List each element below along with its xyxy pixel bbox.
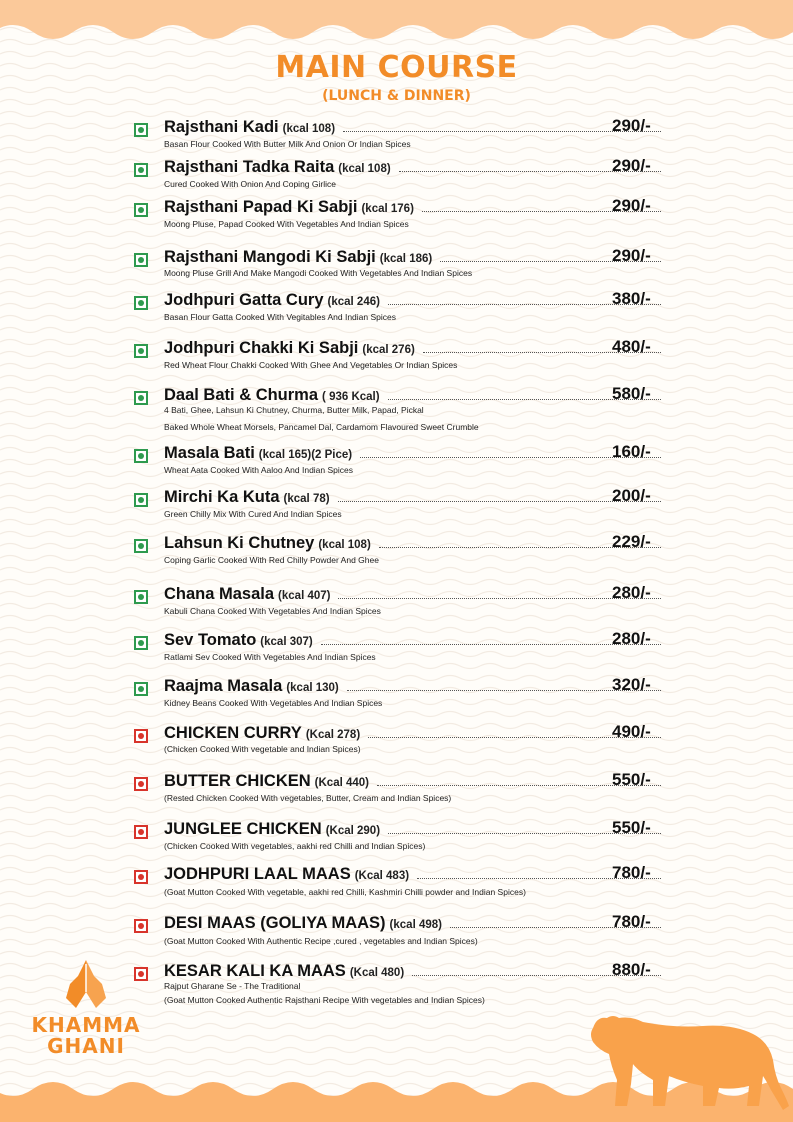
- page-subtitle: (LUNCH & DINNER): [322, 88, 471, 104]
- item-description: (Chicken Cooked With vegetable and Indian Spices): [164, 744, 361, 754]
- item-kcal: (kcal 176): [361, 203, 414, 215]
- item-name: Sev Tomato: [164, 631, 257, 649]
- item-description: (Chicken Cooked With vegetables, aakhi red Chilli and Indian Spices): [164, 841, 426, 851]
- item-name: Mirchi Ka Kuta: [164, 488, 280, 506]
- item-name: Rajsthani Kadi: [164, 118, 279, 136]
- item-kcal: (kcal 108): [282, 123, 336, 135]
- item-name: Masala Bati: [164, 444, 255, 462]
- item-price: 550/-: [612, 770, 651, 789]
- veg-icon: [134, 391, 148, 405]
- item-description: Moong Pluse Grill And Make Mangodi Cooked With Vegetables And Indian Spices: [164, 268, 473, 278]
- item-price: 880/-: [612, 960, 651, 979]
- veg-icon: [134, 163, 148, 177]
- item-description: (Goat Mutton Cooked With vegetable, aakhi red Chilli, Kashmiri Chilli powder and Indian Spices): [164, 887, 526, 897]
- veg-icon: [134, 123, 148, 137]
- veg-icon: [134, 344, 148, 358]
- non-veg-icon: [134, 919, 148, 933]
- item-name-row: [164, 914, 661, 936]
- item-description: Basan Flour Gatta Cooked With Vegitables And Indian Spices: [164, 312, 396, 322]
- item-name-row: [164, 724, 661, 746]
- item-name: Rajsthani Tadka Raita: [164, 158, 335, 176]
- item-name-row: [164, 534, 661, 556]
- item-name-row: [164, 585, 661, 607]
- item-description: Rajput Gharane Se - The Traditional: [164, 981, 301, 991]
- item-kcal: (kcal 108): [338, 163, 391, 175]
- item-name: Jodhpuri Gatta Cury: [164, 291, 324, 309]
- item-description: Kabuli Chana Cooked With Vegetables And Indian Spices: [164, 606, 381, 616]
- veg-icon: [134, 590, 148, 604]
- item-name-row: [164, 631, 661, 653]
- item-price: 480/-: [612, 337, 651, 356]
- item-price: 490/-: [612, 722, 651, 741]
- item-kcal: ( 936 Kcal): [322, 391, 380, 403]
- tiger-silhouette: [583, 1010, 793, 1115]
- non-veg-icon: [134, 870, 148, 884]
- item-description: Coping Garlic Cooked With Red Chilly Powder And Ghee: [164, 555, 379, 565]
- item-name: Chana Masala: [164, 585, 275, 603]
- item-price: 280/-: [612, 629, 651, 648]
- item-name-row: [164, 865, 661, 887]
- item-price: 780/-: [612, 863, 651, 882]
- item-name: Rajsthani Mangodi Ki Sabji: [164, 248, 376, 266]
- item-name: Daal Bati & Churma: [164, 386, 319, 404]
- item-price: 780/-: [612, 912, 651, 931]
- item-kcal: (kcal 407): [278, 590, 331, 602]
- item-description: Red Wheat Flour Chakki Cooked With Ghee And Vegetables Or Indian Spices: [164, 360, 458, 370]
- item-name: KESAR KALI KA MAAS: [164, 962, 346, 980]
- item-name: JUNGLEE CHICKEN: [164, 820, 322, 838]
- item-price: 200/-: [612, 486, 651, 505]
- item-kcal: (Kcal 278): [305, 729, 361, 741]
- item-description: (Rested Chicken Cooked With vegetables, Butter, Cream and Indian Spices): [164, 793, 452, 803]
- item-name-row: [164, 488, 661, 510]
- item-name-row: [164, 772, 661, 794]
- item-name: CHICKEN CURRY: [164, 724, 302, 742]
- item-description: Basan Flour Cooked With Butter Milk And Onion Or Indian Spices: [164, 139, 411, 149]
- item-name-row: [164, 677, 661, 699]
- item-kcal: (kcal 498): [389, 919, 442, 931]
- veg-icon: [134, 493, 148, 507]
- item-price: 160/-: [612, 442, 651, 461]
- item-description: (Goat Mutton Cooked With Authentic Recipe ,cured , vegetables and Indian Spices): [164, 936, 478, 946]
- item-kcal: (kcal 307): [260, 636, 313, 648]
- veg-icon: [134, 636, 148, 650]
- item-name: DESI MAAS (GOLIYA MAAS): [164, 914, 386, 932]
- folded-hands-icon: [56, 958, 116, 1010]
- item-description: Green Chilly Mix With Cured And Indian Spices: [164, 509, 342, 519]
- non-veg-icon: [134, 825, 148, 839]
- item-description: Wheat Aata Cooked With Aaloo And Indian Spices: [164, 465, 354, 475]
- logo-line-1: KHAMMA: [31, 1013, 141, 1037]
- item-name: Jodhpuri Chakki Ki Sabji: [164, 339, 359, 357]
- page-title: MAIN COURSE: [275, 50, 518, 85]
- item-price: 550/-: [612, 818, 651, 837]
- item-name-row: [164, 158, 661, 180]
- veg-icon: [134, 449, 148, 463]
- item-description: Ratlami Sev Cooked With Vegetables And Indian Spices: [164, 652, 376, 662]
- item-name: BUTTER CHICKEN: [164, 772, 311, 790]
- item-description: Moong Pluse, Papad Cooked With Vegetables And Indian Spices: [164, 219, 409, 229]
- veg-icon: [134, 539, 148, 553]
- item-name-row: [164, 198, 661, 220]
- item-price: 380/-: [612, 289, 651, 308]
- veg-icon: [134, 253, 148, 267]
- item-price: 280/-: [612, 583, 651, 602]
- item-description: 4 Bati, Ghee, Lahsun Ki Chutney, Churma, Butter Milk, Papad, Pickal: [164, 405, 424, 415]
- veg-icon: [134, 682, 148, 696]
- item-kcal: (kcal 186): [379, 253, 433, 265]
- item-kcal: (Kcal 480): [349, 967, 405, 979]
- item-name-row: [164, 118, 661, 140]
- item-price: 290/-: [612, 196, 651, 215]
- item-kcal: (kcal 165)(2 Pice): [258, 449, 353, 461]
- khamma-ghani-logo: [30, 958, 142, 1057]
- item-kcal: (Kcal 290): [325, 825, 381, 837]
- item-kcal: (kcal 130): [286, 682, 339, 694]
- item-price: 580/-: [612, 384, 651, 403]
- veg-icon: [134, 296, 148, 310]
- item-name: Raajma Masala: [164, 677, 283, 695]
- non-veg-icon: [134, 729, 148, 743]
- item-kcal: (kcal 78): [283, 493, 330, 505]
- item-name-row: [164, 444, 661, 466]
- item-name-row: [164, 291, 661, 313]
- logo-line-2: GHANI: [47, 1034, 125, 1058]
- item-price: 320/-: [612, 675, 651, 694]
- item-price: 290/-: [612, 246, 651, 265]
- item-name: Lahsun Ki Chutney: [164, 534, 315, 552]
- item-price: 290/-: [612, 116, 651, 135]
- item-description: (Goat Mutton Cooked Authentic Rajsthani Recipe With vegetables and Indian Spices): [164, 995, 485, 1005]
- veg-icon: [134, 203, 148, 217]
- item-name-row: [164, 339, 661, 361]
- item-name: JODHPURI LAAL MAAS: [164, 865, 351, 883]
- dot-leader: [321, 643, 661, 645]
- item-kcal: (Kcal 440): [314, 777, 370, 789]
- non-veg-icon: [134, 777, 148, 791]
- item-description: Cured Cooked With Onion And Coping Girlice: [164, 179, 336, 189]
- item-name-row: [164, 248, 661, 270]
- item-description: Kidney Beans Cooked With Vegetables And Indian Spices: [164, 698, 383, 708]
- item-description: Baked Whole Wheat Morsels, Pancamel Dal, Cardamom Flavoured Sweet Crumble: [164, 422, 479, 432]
- item-price: 229/-: [612, 532, 651, 551]
- item-name-row: [164, 820, 661, 842]
- item-kcal: (Kcal 483): [354, 870, 410, 882]
- item-kcal: (kcal 108): [318, 539, 371, 551]
- item-kcal: (kcal 246): [327, 296, 380, 308]
- item-name: Rajsthani Papad Ki Sabji: [164, 198, 358, 216]
- item-price: 290/-: [612, 156, 651, 175]
- item-kcal: (kcal 276): [362, 344, 415, 356]
